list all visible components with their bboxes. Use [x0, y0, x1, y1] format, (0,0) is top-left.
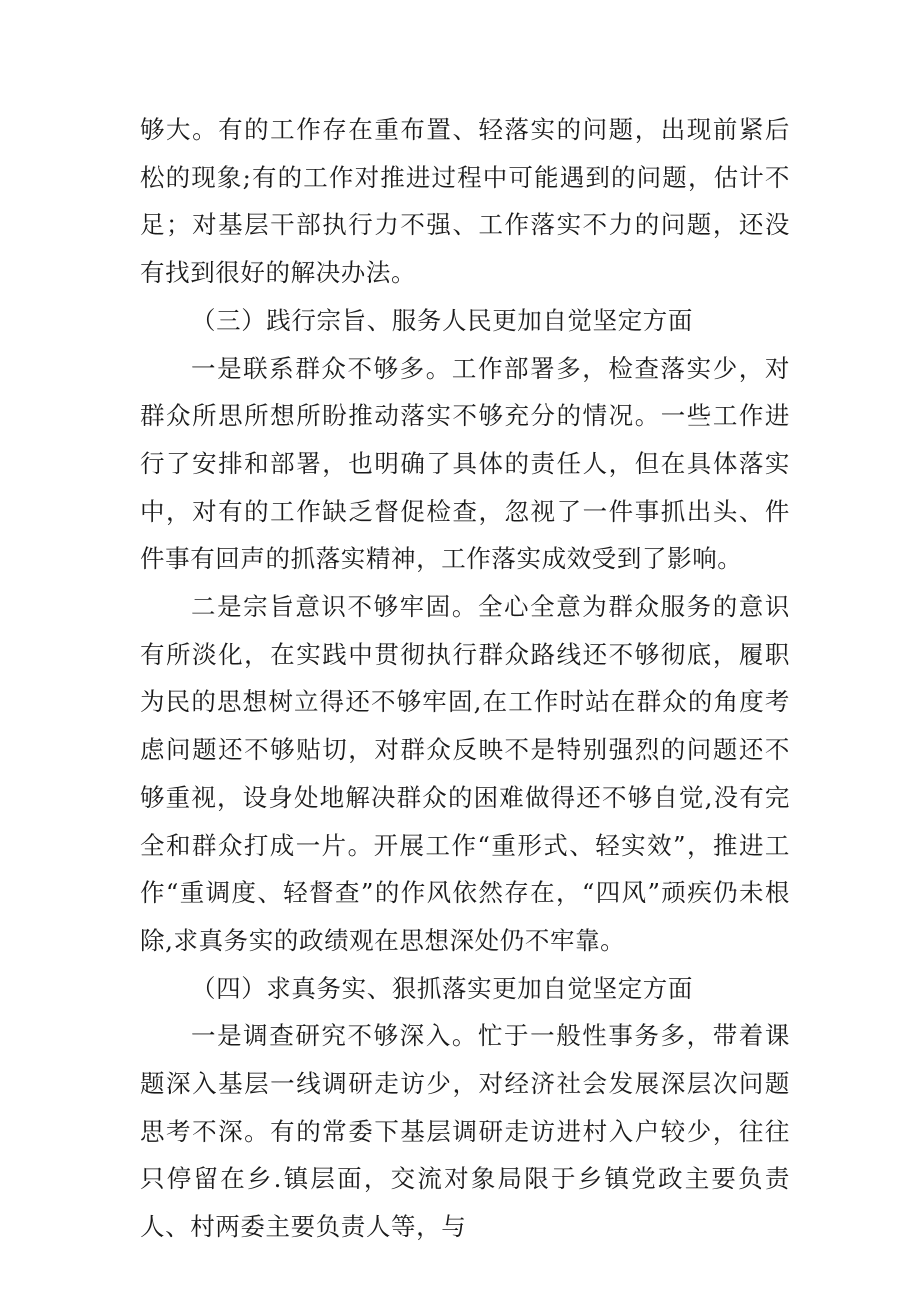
section-heading-four: （四）求真务实、狠抓落实更加自觉坚定方面: [191, 973, 693, 1003]
paragraph-purpose-awareness: 二是宗旨意识不够牢固。全心全意为群众服务的意识有所淡化，在实践中贯彻执行群众路线还不够彻底，履职为民的思想树立得还不够牢固,在工作时站在群众的角度考虑问题还不够贴切，对群众反映不是特别强烈的问题还不够重视，设身处地解决群众的困难做得还不够自觉,没有完全和群众打成一片。开展工作“重形式、轻实效”，推进工作“重调度、轻督查”的作风依然存在，“四风”顽疾仍未根除,求真务实的政绩观在思想深处仍不牢靠。: [140, 592, 790, 955]
paragraph-continuation: 够大。有的工作存在重布置、轻落实的问题，出现前紧后松的现象;有的工作对推进过程中可能遇到的问题，估计不足；对基层干部执行力不强、工作落实不力的问题，还没有找到很好的解决办法。: [140, 115, 790, 288]
paragraph-contact-masses: 一是联系群众不够多。工作部署多，检查落实少，对群众所思所想所盼推动落实不够充分的情况。一些工作进行了安排和部署，也明确了具体的责任人，但在具体落实中，对有的工作缺乏督促检查，忽视了一件事抓出头、件件事有回声的抓落实精神，工作落实成效受到了影响。: [140, 353, 790, 574]
section-heading-three: （三）践行宗旨、服务人民更加自觉坚定方面: [191, 305, 693, 335]
paragraph-investigation-research: 一是调查研究不够深入。忙于一般性事务多，带着课题深入基层一线调研走访少，对经济社会发展深层次问题思考不深。有的常委下基层调研走访进村入户较少，往往只停留在乡.镇层面，交流对象局限于乡镇党政主要负责人、村两委主要负责人等，与: [140, 1021, 790, 1242]
document-body: [140, 106, 790, 1251]
